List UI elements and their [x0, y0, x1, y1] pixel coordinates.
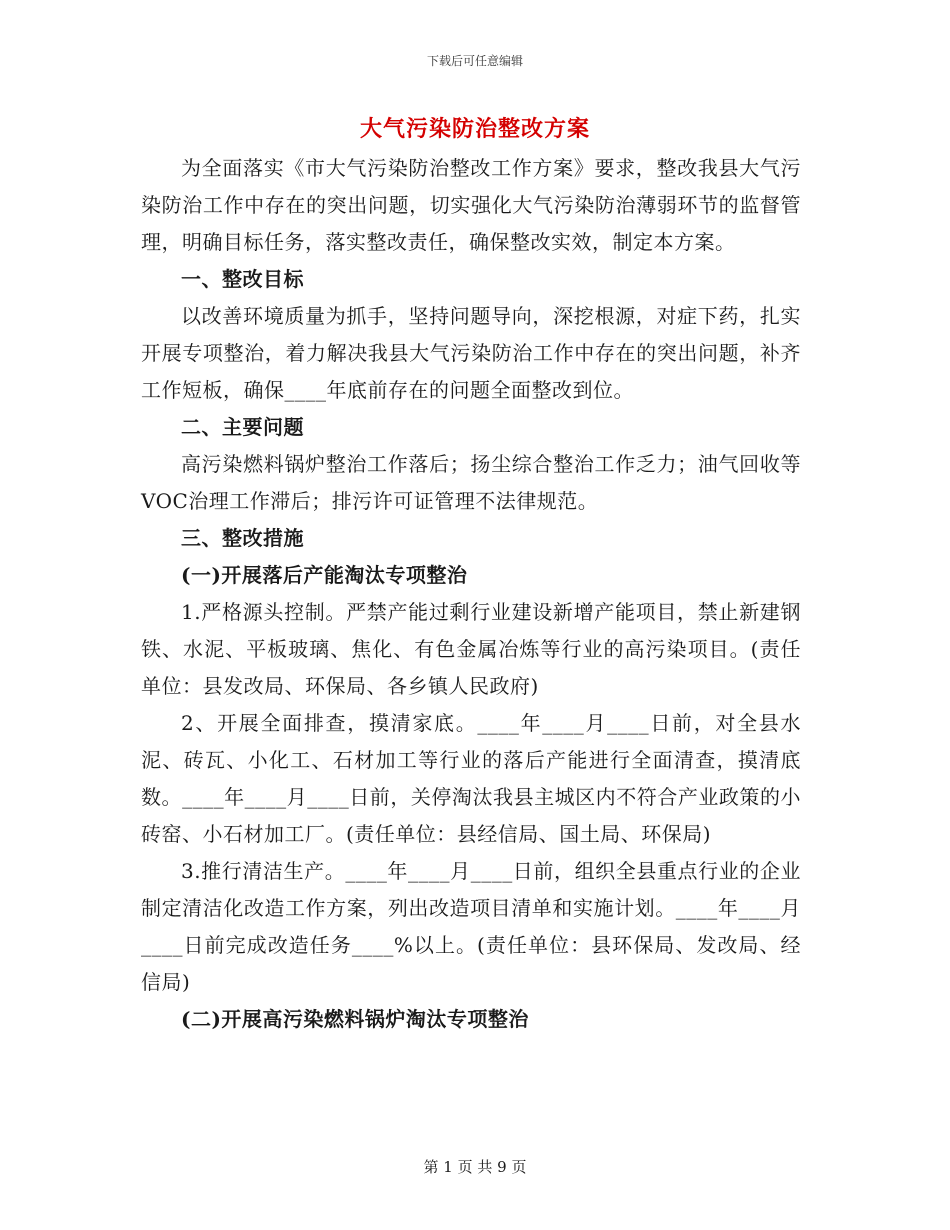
subsection-heading-boilers: (二)开展高污染燃料锅炉淘汰专项整治: [181, 1007, 529, 1031]
document-title: 大气污染防治整改方案: [359, 116, 590, 142]
header-note: 下载后可任意编辑: [426, 54, 523, 68]
measure-item-3: 3.推行清洁生产。____年____月____日前，组织全县重点行业的企业制定清洁化改造工作方案，列出改造项目清单和实施计划。____年____月____日前完成改造任务____%以上。(责任单位：县环保局、发改局、经信局): [141, 859, 801, 994]
section-body-problems: 高污染燃料锅炉整治工作落后；扬尘综合整治工作乏力；油气回收等VOC治理工作滞后；排污许可证管理不法律规范。: [141, 452, 801, 513]
page-footer: 第 1 页 共 9 页: [423, 1158, 527, 1176]
intro-paragraph: 为全面落实《市大气污染防治整改工作方案》要求，整改我县大气污染防治工作中存在的突出问题，切实强化大气污染防治薄弱环节的监督管理，明确目标任务，落实整改责任，确保整改实效，制定本方案。: [141, 156, 801, 254]
section-body-goals: 以改善环境质量为抓手，坚持问题导向，深挖根源，对症下药，扎实开展专项整治，着力解决我县大气污染防治工作中存在的突出问题，补齐工作短板，确保____年底前存在的问题全面整改到位。: [141, 304, 801, 402]
subsection-heading-capacity: (一)开展落后产能淘汰专项整治: [181, 563, 468, 587]
section-heading-problems: 二、主要问题: [181, 415, 304, 439]
measure-item-2: 2、开展全面排查，摸清家底。____年____月____日前，对全县水泥、砖瓦、小化工、石材加工等行业的落后产能进行全面清查，摸清底数。____年____月____日前，关停淘汰我县主城区内不符合产业政策的小砖窑、小石材加工厂。(责任单位：县经信局、国土局、环保局): [141, 711, 801, 846]
section-heading-measures: 三、整改措施: [181, 526, 304, 550]
document-body: [141, 150, 801, 1038]
measure-item-1: 1.严格源头控制。严禁产能过剩行业建设新增产能项目，禁止新建钢铁、水泥、平板玻璃、焦化、有色金属冶炼等行业的高污染项目。(责任单位：县发改局、环保局、各乡镇人民政府): [141, 600, 801, 698]
section-heading-goals: 一、整改目标: [181, 267, 304, 291]
